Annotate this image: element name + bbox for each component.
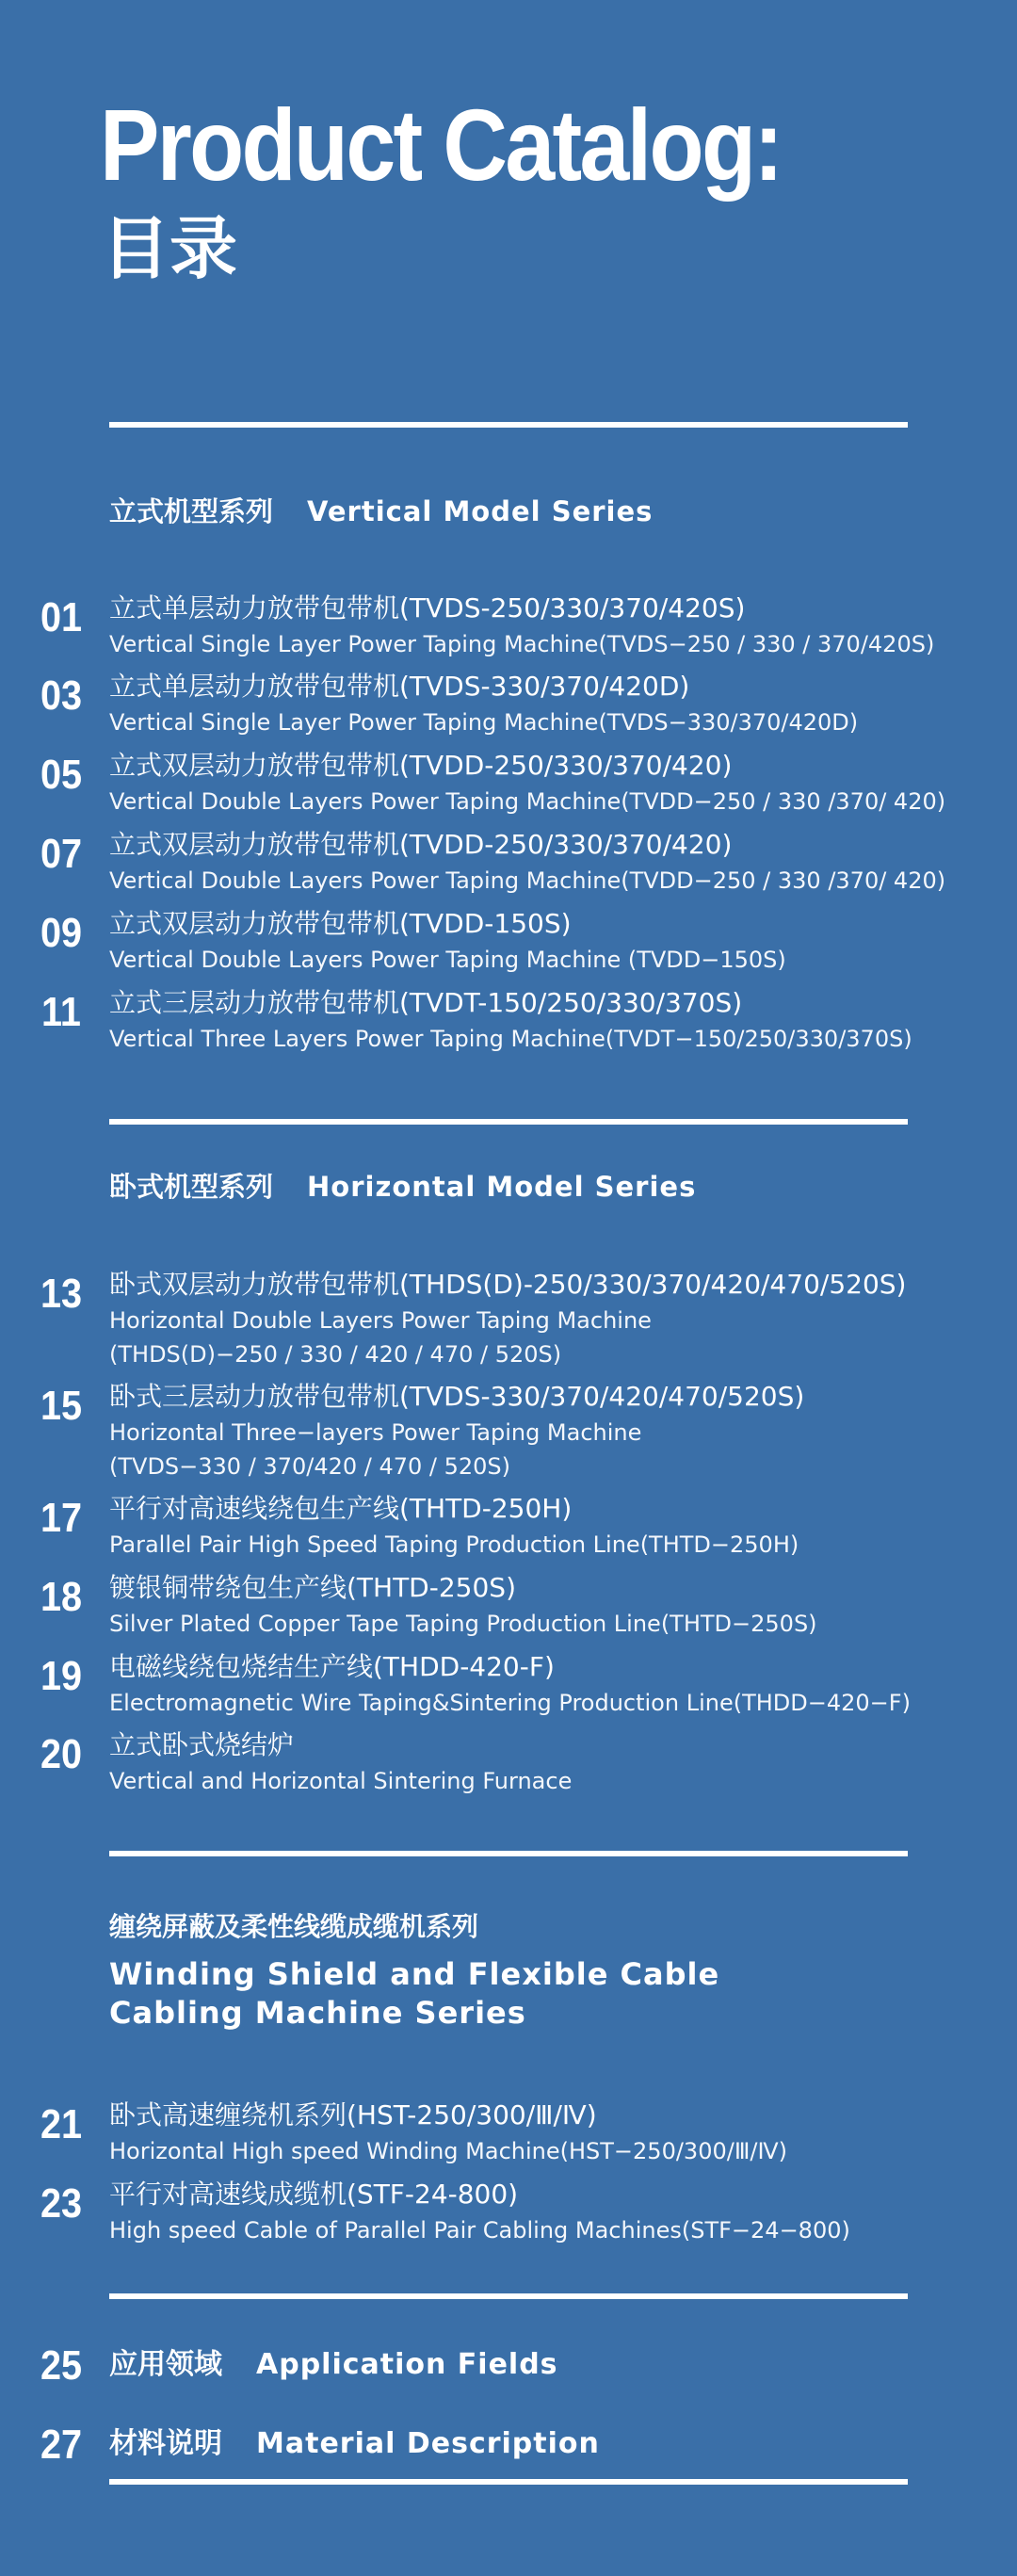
entry-title-zh: 立式双层动力放带包带机(TVDD-250/330/370/420) bbox=[109, 829, 733, 860]
entry-title-en: Vertical Double Layers Power Taping Machine(TVDD−250 / 330 /370/ 420) bbox=[109, 788, 946, 815]
page-number: 03 bbox=[40, 672, 83, 719]
section-heading-zh: 立式机型系列 bbox=[109, 495, 274, 527]
entry-title-en: Parallel Pair High Speed Taping Production Line(THTD−250H) bbox=[109, 1531, 799, 1558]
section-heading-winding-shield bbox=[109, 1908, 719, 2033]
page-number: 15 bbox=[40, 1383, 83, 1429]
section-heading-zh: 卧式机型系列 bbox=[109, 1171, 274, 1203]
page-number: 09 bbox=[40, 910, 83, 956]
section-heading-vertical bbox=[109, 493, 653, 530]
entry-title-zh: 立式单层动力放带包带机(TVDS-250/330/370/420S) bbox=[109, 592, 746, 624]
page-number: 18 bbox=[40, 1574, 83, 1620]
divider bbox=[109, 1119, 908, 1125]
page-number: 23 bbox=[40, 2180, 83, 2227]
page-number: 17 bbox=[40, 1495, 83, 1541]
entry-title-zh: 电磁线绕包烧结生产线(THDD-420-F) bbox=[109, 1651, 555, 1682]
entry-title-en: Application Fields bbox=[256, 2348, 558, 2381]
entry-title-en: Horizontal Three−layers Power Taping Machine bbox=[109, 1419, 642, 1446]
entry-title-zh: 立式单层动力放带包带机(TVDS-330/370/420D) bbox=[109, 671, 690, 702]
entry-title-en: Horizontal Double Layers Power Taping Machine bbox=[109, 1307, 652, 1334]
section-heading-en: Winding Shield and Flexible Cable bbox=[109, 1956, 720, 1992]
entry-title-en: Horizontal High speed Winding Machine(HST−250/300/Ⅲ/Ⅳ) bbox=[109, 2138, 787, 2164]
entry-title-zh: 应用领域 bbox=[109, 2348, 222, 2381]
entry-title-en: Vertical Three Layers Power Taping Machine(TVDT−150/250/330/370S) bbox=[109, 1026, 912, 1052]
entry-title-zh: 卧式三层动力放带包带机(TVDS-330/370/420/470/520S) bbox=[109, 1381, 805, 1412]
page-number: 07 bbox=[40, 831, 83, 877]
entry-title-zh: 平行对高速线绕包生产线(THTD-250H) bbox=[109, 1493, 573, 1524]
page-number: 20 bbox=[40, 1731, 83, 1777]
page-number: 25 bbox=[40, 2342, 83, 2389]
entry-title-en: Vertical Double Layers Power Taping Machine(TVDD−250 / 330 /370/ 420) bbox=[109, 867, 946, 894]
section-heading-horizontal bbox=[109, 1168, 696, 1206]
section-heading-en-continued: Cabling Machine Series bbox=[109, 1995, 526, 2031]
entry-title-en: Electromagnetic Wire Taping&Sintering Production Line(THDD−420−F) bbox=[109, 1690, 911, 1716]
page-number: 13 bbox=[40, 1271, 83, 1317]
divider bbox=[109, 1851, 908, 1856]
page-number: 05 bbox=[40, 752, 83, 798]
page-number: 01 bbox=[40, 594, 83, 640]
entry-title-zh: 卧式高速缠绕机系列(HST-250/300/Ⅲ/Ⅳ) bbox=[109, 2099, 597, 2130]
entry-title-zh: 卧式双层动力放带包带机(THDS(D)-250/330/370/420/470/520S) bbox=[109, 1269, 907, 1300]
page-number: 21 bbox=[40, 2101, 83, 2147]
page-number: 19 bbox=[40, 1653, 83, 1699]
page-number: 27 bbox=[40, 2422, 83, 2468]
page-subtitle: 目录 bbox=[102, 209, 238, 288]
divider bbox=[109, 2293, 908, 2299]
entry-title-zh: 立式三层动力放带包带机(TVDT-150/250/330/370S) bbox=[109, 987, 743, 1018]
entry-title-zh: 立式双层动力放带包带机(TVDD-150S) bbox=[109, 908, 572, 939]
page-title: Product Catalog: bbox=[100, 88, 782, 202]
entry-title-en: High speed Cable of Parallel Pair Cabling Machines(STF−24−800) bbox=[109, 2217, 850, 2244]
entry-title-en: Vertical Single Layer Power Taping Machine(TVDS−330/370/420D) bbox=[109, 709, 859, 736]
entry-title-zh: 立式双层动力放带包带机(TVDD-250/330/370/420) bbox=[109, 750, 733, 781]
entry-title-en: Material Description bbox=[256, 2427, 600, 2460]
entry-title-en-continued: (THDS(D)−250 / 330 / 420 / 470 / 520S) bbox=[109, 1341, 562, 1368]
section-heading-en: Horizontal Model Series bbox=[307, 1171, 697, 1203]
entry-title-en: Vertical Double Layers Power Taping Machine (TVDD−150S) bbox=[109, 947, 786, 973]
entry-title-en: Silver Plated Copper Tape Taping Production Line(THTD−250S) bbox=[109, 1611, 817, 1637]
catalog-entry-material-description[interactable] bbox=[0, 2421, 1017, 2468]
entry-title-zh: 平行对高速线成缆机(STF-24-800) bbox=[109, 2179, 519, 2210]
divider bbox=[109, 2479, 908, 2485]
entry-title bbox=[109, 2343, 558, 2387]
entry-title-zh: 立式卧式烧结炉 bbox=[109, 1729, 295, 1760]
entry-title-en: Vertical and Horizontal Sintering Furnace bbox=[109, 1768, 573, 1794]
entry-title-zh: 镀银铜带绕包生产线(THTD-250S) bbox=[109, 1572, 516, 1603]
entry-title-en-continued: (TVDS−330 / 370/420 / 470 / 520S) bbox=[109, 1453, 511, 1480]
page-number: 11 bbox=[41, 989, 81, 1035]
entry-title-zh: 材料说明 bbox=[109, 2427, 222, 2460]
entry-title-en: Vertical Single Layer Power Taping Machine(TVDS−250 / 330 / 370/420S) bbox=[109, 631, 935, 657]
catalog-entry-application-fields[interactable] bbox=[0, 2341, 1017, 2389]
section-heading-zh: 缠绕屏蔽及柔性线缆成缆机系列 bbox=[109, 1911, 479, 1942]
section-heading-en: Vertical Model Series bbox=[307, 495, 654, 527]
entry-title bbox=[109, 2422, 600, 2466]
divider bbox=[109, 422, 908, 428]
